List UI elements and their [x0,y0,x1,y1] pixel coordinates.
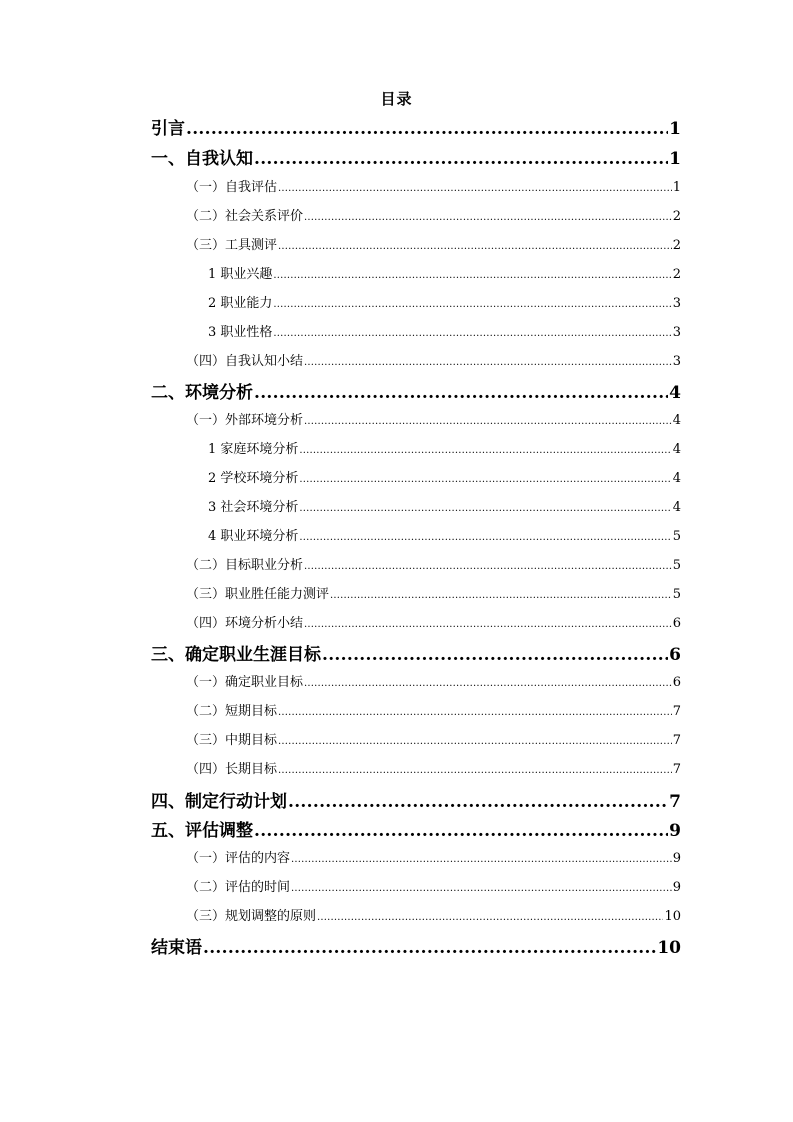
dot-leader [278,765,672,776]
toc-entry-label: （四）环境分析小结 [186,616,304,631]
toc-entry-tool-assessment[interactable] [186,234,681,256]
dot-leader [304,619,672,630]
dot-leader [299,532,671,543]
toc-entry-page: 7 [672,704,681,719]
toc-entry-label: 4 职业环境分析 [208,529,299,544]
toc-entry-label: （一）外部环境分析 [186,413,304,428]
toc-entry-label: （二）短期目标 [186,704,278,719]
toc-entry-page: 2 [672,238,681,253]
dot-leader [299,503,671,514]
toc-entry-eval-content[interactable] [186,847,681,869]
toc-entry-page: 4 [669,383,681,403]
toc-entry-page: 1 [669,149,681,169]
toc-entry-short-term[interactable] [186,700,681,722]
toc-entry-page: 9 [672,851,681,866]
toc-entry-page: 4 [672,500,681,515]
toc-entry-mid-term[interactable] [186,729,681,751]
dot-leader [299,474,671,485]
dot-leader [322,645,668,665]
toc-entry-intro[interactable] [151,114,681,140]
toc-entry-label: （三）中期目标 [186,733,278,748]
toc-entry-label: 引言 [151,119,185,139]
toc-entry-page: 10 [657,938,681,958]
toc-entry-label: （一）自我评估 [186,180,278,195]
toc-entry-page: 2 [672,209,681,224]
toc-entry-label: （四）自我认知小结 [186,354,304,369]
toc-entry-page: 7 [672,762,681,777]
toc-entry-page: 3 [672,354,681,369]
toc-entry-page: 3 [672,296,681,311]
toc-entry-long-term[interactable] [186,758,681,780]
toc-entry-label: （四）长期目标 [186,762,278,777]
toc-entry-label: 1 职业兴趣 [208,267,273,282]
toc-entry-page: 10 [664,909,681,924]
toc-entry-social-evaluation[interactable] [186,205,681,227]
dot-leader [254,383,668,403]
toc-entry-label: 3 职业性格 [208,325,273,340]
toc-entry-page: 2 [672,267,681,282]
toc-entry-self-summary[interactable] [186,350,681,372]
toc-entry-environment-analysis[interactable] [151,378,681,404]
dot-leader [330,590,672,601]
toc-entry-page: 6 [669,645,681,665]
toc-entry-school-environment[interactable] [208,467,681,489]
toc-entry-page: 4 [672,413,681,428]
toc-entry-adjust-principles[interactable] [186,905,681,927]
toc-entry-label: 四、制定行动计划 [151,792,287,812]
toc-entry-page: 1 [669,119,681,139]
dot-leader [273,299,671,310]
toc-entry-career-ability[interactable] [208,292,681,314]
toc-entry-page: 9 [672,880,681,895]
toc-entry-self-awareness[interactable] [151,144,681,170]
dot-leader [291,854,672,865]
toc-entry-page: 7 [672,733,681,748]
toc-entry-label: 2 职业能力 [208,296,273,311]
toc-entry-family-environment[interactable] [208,438,681,460]
dot-leader [278,241,672,252]
dot-leader [304,212,672,223]
dot-leader [273,270,671,281]
dot-leader [288,792,668,812]
dot-leader [203,938,656,958]
toc-entry-label: 一、自我认知 [151,149,253,169]
toc-entry-career-goals[interactable] [151,640,681,666]
toc-entry-page: 5 [672,529,681,544]
toc-entry-career-environment[interactable] [208,525,681,547]
toc-entry-page: 9 [669,821,681,841]
toc-entry-page: 3 [672,325,681,340]
toc-entry-label: （二）评估的时间 [186,880,291,895]
toc-entry-label: 结束语 [151,938,202,958]
dot-leader [254,821,668,841]
toc-entry-action-plan[interactable] [151,787,681,813]
dot-leader [278,183,672,194]
toc-entry-external-environment[interactable] [186,409,681,431]
toc-entry-social-environment[interactable] [208,496,681,518]
dot-leader [304,416,672,427]
toc-entry-career-personality[interactable] [208,321,681,343]
dot-leader [254,149,668,169]
toc-entry-page: 5 [672,558,681,573]
toc-entry-evaluation[interactable] [151,816,681,842]
toc-entry-target-career[interactable] [186,554,681,576]
dot-leader [278,736,672,747]
toc-entry-label: （二）社会关系评价 [186,209,304,224]
toc-entry-label: （三）职业胜任能力测评 [186,587,330,602]
toc-entry-self-assessment[interactable] [186,176,681,198]
toc-entry-determine-goal[interactable] [186,671,681,693]
toc-entry-environment-summary[interactable] [186,612,681,634]
toc-entry-label: （一）评估的内容 [186,851,291,866]
dot-leader [304,357,672,368]
dot-leader [304,678,672,689]
toc-entry-label: （三）工具测评 [186,238,278,253]
toc-entry-label: 三、确定职业生涯目标 [151,645,321,665]
toc-entry-label: 2 学校环境分析 [208,471,299,486]
dot-leader [273,328,671,339]
toc-entry-page: 1 [672,180,681,195]
dot-leader [186,119,668,139]
toc-title: 目录 [380,90,413,108]
toc-entry-label: 3 社会环境分析 [208,500,299,515]
toc-entry-page: 6 [672,675,681,690]
toc-entry-label: （一）确定职业目标 [186,675,304,690]
toc-entry-label: （二）目标职业分析 [186,558,304,573]
toc-entry-page: 5 [672,587,681,602]
toc-entry-label: （三）规划调整的原则 [186,909,317,924]
dot-leader [278,707,672,718]
toc-entry-eval-time[interactable] [186,876,681,898]
toc-entry-page: 4 [672,471,681,486]
dot-leader [317,912,663,923]
toc-entry-career-interest[interactable] [208,263,681,285]
toc-entry-label: 二、环境分析 [151,383,253,403]
toc-entry-page: 4 [672,442,681,457]
dot-leader [304,561,672,572]
toc-entry-conclusion[interactable] [151,933,681,959]
dot-leader [299,445,671,456]
toc-entry-label: 五、评估调整 [151,821,253,841]
toc-entry-page: 6 [672,616,681,631]
toc-entry-label: 1 家庭环境分析 [208,442,299,457]
dot-leader [291,883,672,894]
toc-entry-competency[interactable] [186,583,681,605]
toc-entry-page: 7 [669,792,681,812]
